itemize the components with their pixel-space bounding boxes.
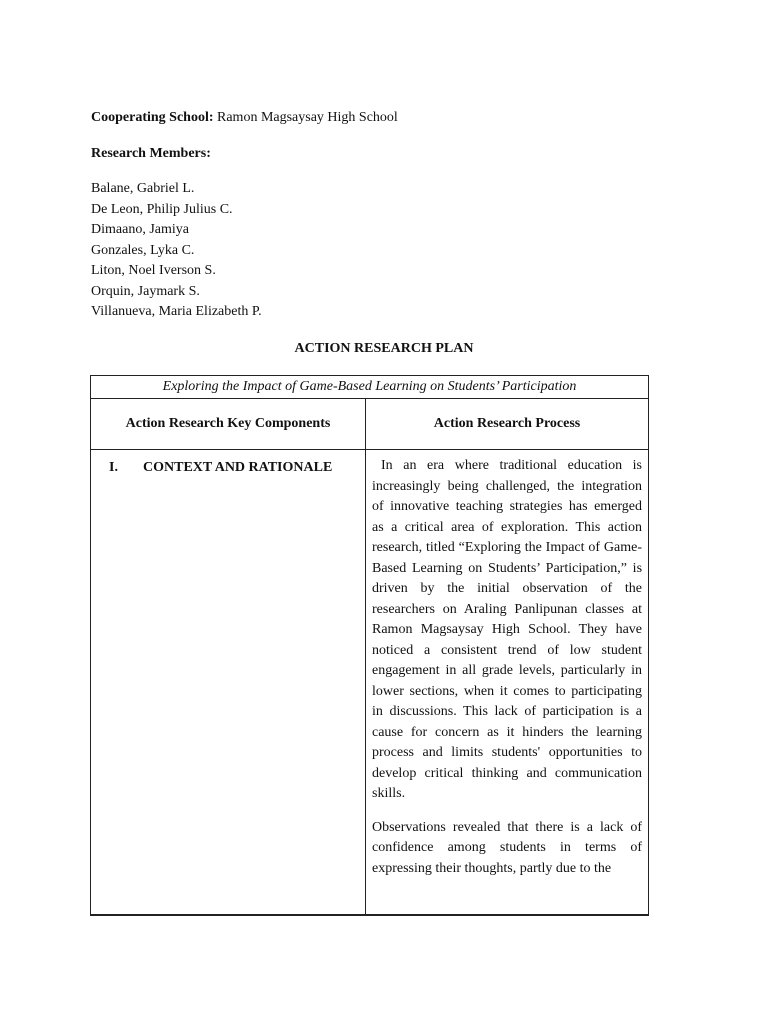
member-item: Villanueva, Maria Elizabeth P. [91,304,262,319]
section-title: CONTEXT AND RATIONALE [143,460,333,475]
table-header-row [91,399,649,450]
member-item: Dimaano, Jamiya [91,222,189,237]
action-research-plan-table [90,375,649,916]
study-title: Exploring the Impact of Game-Based Learning on Students’ Participation [91,376,649,399]
study-title-row [91,376,649,399]
section-heading [91,450,365,479]
cooperating-school-line [91,108,398,128]
table-row [91,450,649,916]
process-cell [366,450,649,916]
cooperating-school-value: Ramon Magsaysay High School [217,110,398,125]
cooperating-school-label: Cooperating School: [91,110,214,125]
member-item: Gonzales, Lyka C. [91,242,195,258]
research-members-heading: Research Members: [91,146,211,161]
member-item: Liton, Noel Iverson S. [91,263,216,278]
research-members-list [91,179,262,323]
section-numeral: I. [109,460,118,475]
member-item: De Leon, Philip Julius C. [91,201,233,217]
member-item: Balane, Gabriel L. [91,181,195,196]
research-process-header: Action Research Process [366,399,649,450]
rationale-paragraph: In an era where traditional education is increasingly being challenged, the integration of innovative teaching strategies has emerged as a critical area of exploration. This action research, titled “Exploring the Impact of Game-Based Learning on Students’ Participation,” is driven by the initial observation of the researchers on Araling Panlipunan classes at Ramon Magsaysay High School. They have noticed a consistent trend of low student engagement in all grade levels, particularly in lower sections, when it comes to participating in discussions. This lack of participation is a cause for concern as it hinders the learning process and limits students' opportunities to develop critical thinking and communication skills. [372,458,643,801]
component-cell [91,450,366,916]
plan-title: ACTION RESEARCH PLAN [294,341,474,356]
key-components-header: Action Research Key Components [91,399,366,450]
observation-paragraph: Observations revealed that there is a lack of confidence among students in terms of expressing their thoughts, partly due to the [372,819,643,876]
member-item: Orquin, Jaymark S. [91,283,200,299]
